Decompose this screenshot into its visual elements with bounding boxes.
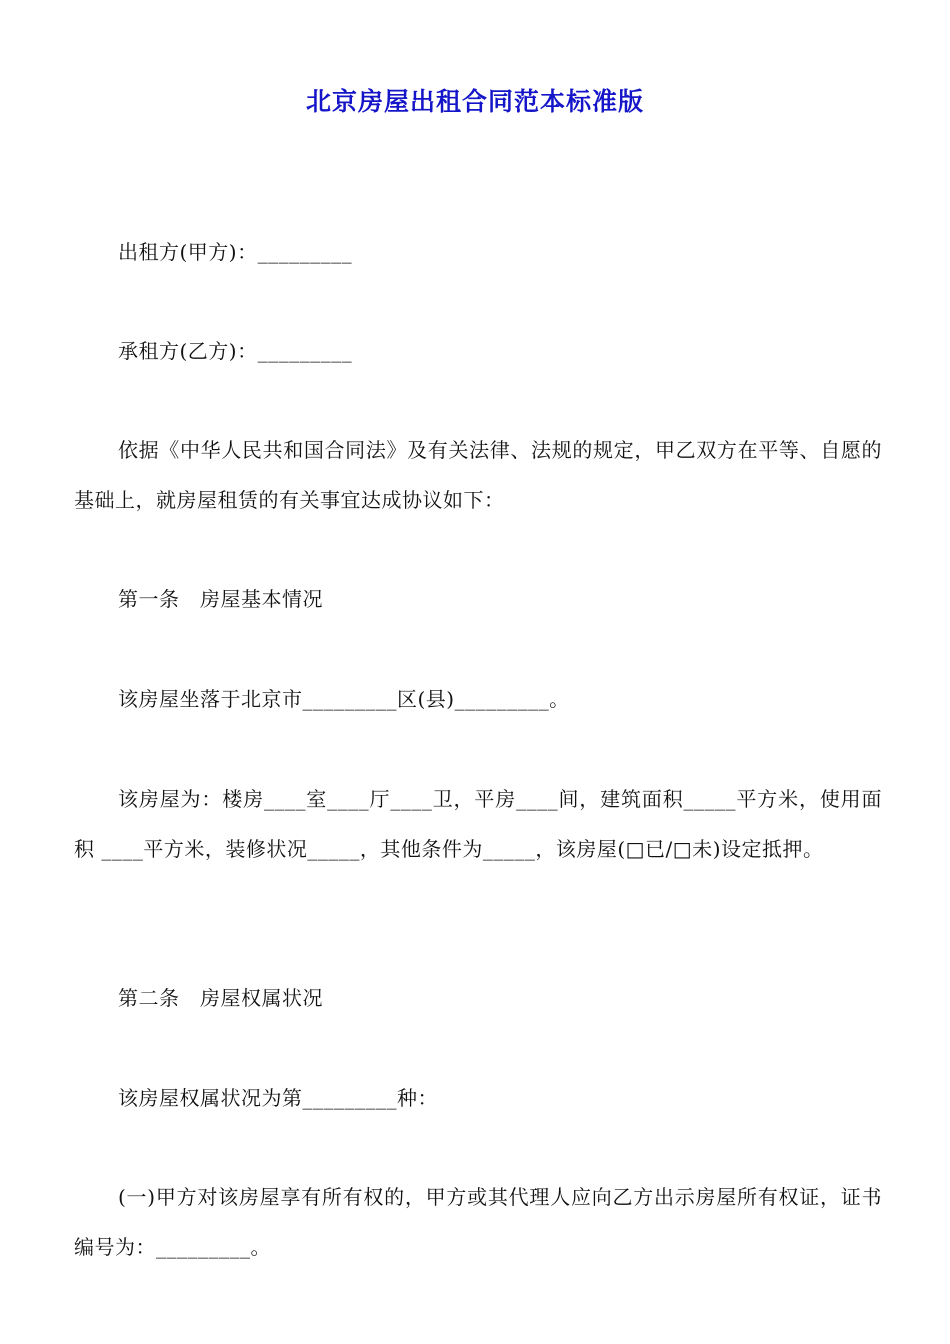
- lessor-line: 出租方(甲方)：_________: [118, 240, 353, 264]
- ownership-type-line: 该房屋权属状况为第_________种：: [118, 1086, 438, 1110]
- house-details-paragraph: 该房屋为：楼房____室____厅____卫，平房____间，建筑面积_____平方米，使用面积 ____平方米，装修状况_____，其他条件为_____，该房屋(□已/□未)设定抵押。: [74, 787, 882, 861]
- document-title: 北京房屋出租合同范本标准版: [305, 87, 644, 116]
- ownership-clause-1: (一)甲方对该房屋享有所有权的，甲方或其代理人应向乙方出示房屋所有权证，证书编号为：_________。: [74, 1185, 882, 1259]
- article-2-heading: 第二条 房屋权属状况: [118, 986, 323, 1010]
- preamble-paragraph: 依据《中华人民共和国合同法》及有关法律、法规的规定，甲乙双方在平等、自愿的基础上，就房屋租赁的有关事宜达成协议如下：: [74, 438, 882, 512]
- lessee-line: 承租方(乙方)：_________: [118, 339, 353, 363]
- article-1-heading: 第一条 房屋基本情况: [118, 587, 323, 611]
- house-location-line: 该房屋坐落于北京市_________区(县)_________。: [118, 687, 570, 711]
